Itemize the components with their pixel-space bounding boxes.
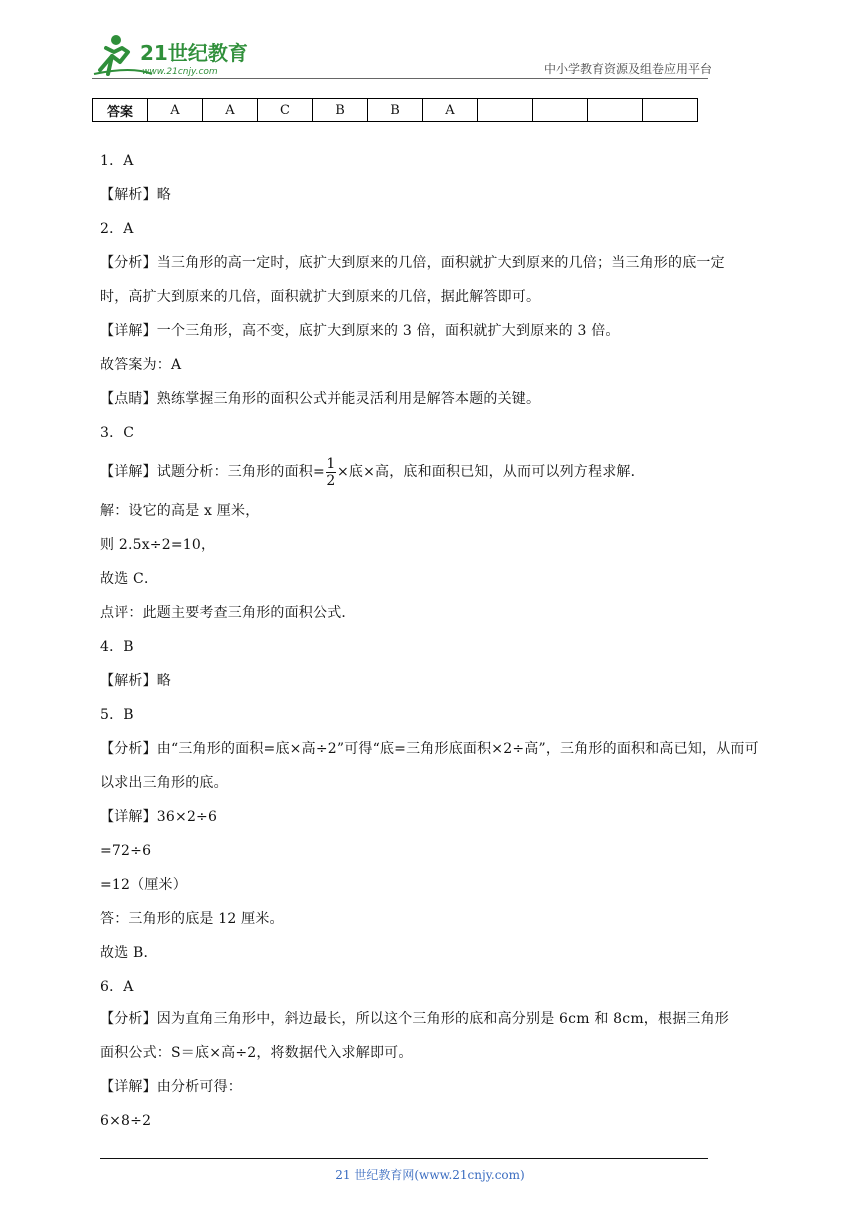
answer-cell: A [203, 99, 258, 122]
logo-wordmark: 21世纪教育 [140, 41, 248, 65]
answer-line: 4．B [100, 639, 134, 655]
answer-line: 6×8÷2 [100, 1113, 152, 1129]
fraction-line-after: ×底×高，底和面积已知，从而可以列方程求解． [336, 464, 645, 480]
answer-line: 1．A [100, 153, 134, 169]
site-tagline: 中小学教育资源及组卷应用平台 [543, 62, 712, 76]
answer-line: 5．B [100, 707, 134, 723]
answer-line: 面积公式：S＝底×高÷2，将数据代入求解即可。 [100, 1045, 413, 1061]
answer-line: 故选 B． [100, 945, 158, 961]
answer-line: 【解析】略 [100, 673, 171, 689]
answer-line: 【详解】36×2÷6 [100, 809, 218, 825]
footer-text: 21 世纪教育网(www.21cnjy.com) [335, 1168, 525, 1182]
answer-line: 【详解】由分析可得： [100, 1079, 242, 1095]
answer-line: 【解析】略 [100, 187, 171, 203]
answer-table [92, 98, 698, 122]
logo-url: www.21cnjy.com [142, 67, 218, 77]
answer-line: =12（厘米） [100, 877, 187, 893]
answer-line: 【详解】一个三角形，高不变，底扩大到原来的 3 倍，面积就扩大到原来的 3 倍。 [100, 323, 620, 339]
footer-divider [100, 1158, 708, 1159]
answer-cell: B [313, 99, 368, 122]
answer-line: 故答案为：A [100, 357, 182, 373]
answer-cell: A [148, 99, 203, 122]
answer-line: 【分析】当三角形的高一定时，底扩大到原来的几倍，面积就扩大到原来的几倍；当三角形的底一定 [100, 255, 725, 271]
answer-line: 2．A [100, 221, 134, 237]
answer-line: 点评：此题主要考查三角形的面积公式． [100, 605, 356, 621]
answer-line: 6．A [100, 979, 134, 995]
answer-cell: C [258, 99, 313, 122]
fraction-denominator: 2 [326, 472, 336, 489]
answer-line: 【分析】因为直角三角形中，斜边最长，所以这个三角形的底和高分别是 6cm 和 8cm，根据三角形 [100, 1011, 729, 1027]
answer-cell [533, 99, 588, 122]
answer-line: 3．C [100, 425, 135, 441]
answer-row [93, 99, 698, 122]
fraction-line-before: 【详解】试题分析：三角形的面积= [100, 464, 325, 480]
header-divider [92, 78, 708, 79]
fraction-line [100, 455, 645, 489]
site-logo [92, 30, 262, 80]
answer-cell [643, 99, 698, 122]
answer-line: 时，高扩大到原来的几倍，面积就扩大到原来的几倍，据此解答即可。 [100, 289, 541, 305]
answer-line: 则 2.5x÷2=10， [100, 537, 216, 553]
answer-cell: B [368, 99, 423, 122]
answer-cell [588, 99, 643, 122]
answer-cell [478, 99, 533, 122]
answer-line: 答：三角形的底是 12 厘米。 [100, 911, 284, 927]
answer-cell: A [423, 99, 478, 122]
fraction-numerator: 1 [326, 455, 336, 472]
answer-line: 解：设它的高是 x 厘米， [100, 503, 260, 519]
answer-line: 故选 C． [100, 571, 159, 587]
answer-line: 【点睛】熟练掌握三角形的面积公式并能灵活利用是解答本题的关键。 [100, 391, 541, 407]
page-header [92, 30, 712, 80]
answer-table-head: 答案 [93, 99, 148, 122]
fraction-one-half [326, 457, 336, 488]
answer-line: 以求出三角形的底。 [100, 775, 228, 791]
answer-line: 【分析】由“三角形的面积=底×高÷2”可得“底=三角形底面积×2÷高”，三角形的面积和高已知，从而可 [100, 741, 759, 757]
answer-line: =72÷6 [100, 843, 152, 859]
